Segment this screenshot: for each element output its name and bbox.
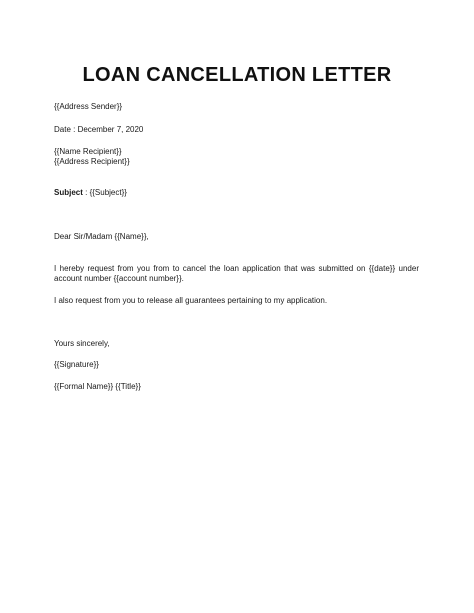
body-paragraph-1: I hereby request from you from to cancel the loan application that was submitted on {{date}} under account number {{account number}}. [54,264,419,283]
recipient-name: {{Name Recipient}} [54,147,122,156]
subject-value: : {{Subject}} [82,188,127,197]
letter-title: LOAN CANCELLATION LETTER [82,64,392,86]
letter-date: Date : December 7, 2020 [54,125,144,134]
closing-line: Yours sincerely, [54,339,110,348]
recipient-address: {{Address Recipient}} [54,157,130,166]
subject-label: Subject [54,188,83,197]
subject-line [54,188,127,198]
signature-placeholder: {{Signature}} [54,360,99,369]
sender-address: {{Address Sender}} [54,102,123,111]
body-paragraph-2: I also request from you to release all guarantees pertaining to my application. [54,296,328,305]
formal-name-title: {{Formal Name}} {{Title}} [54,382,141,391]
salutation: Dear Sir/Madam {{Name}}, [54,232,149,241]
